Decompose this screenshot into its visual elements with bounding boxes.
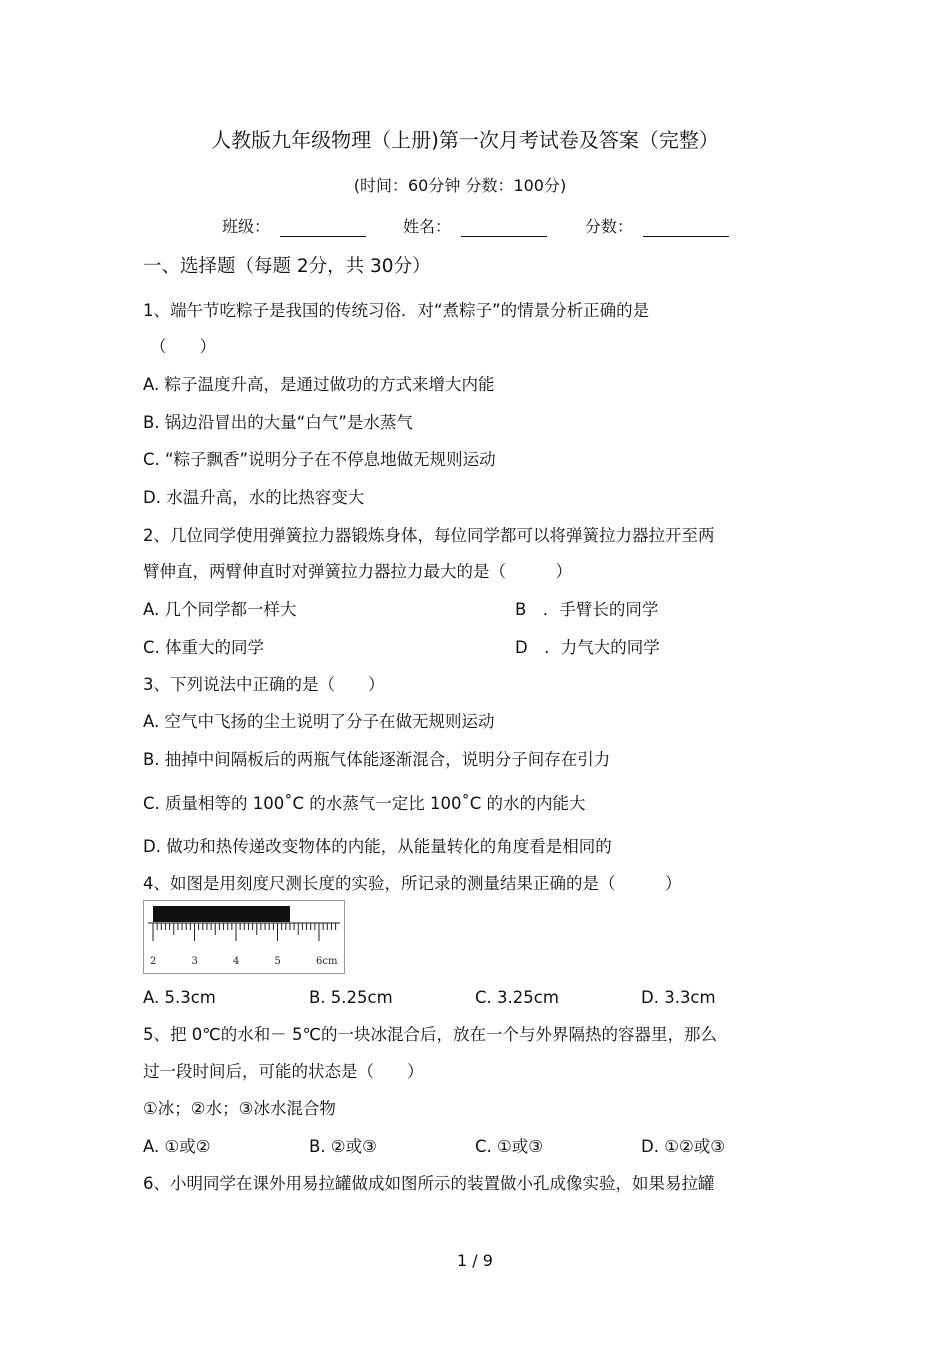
q2-option-c: C. 体重大的同学 xyxy=(143,638,265,657)
q6-stem: 6、小明同学在课外用易拉罐做成如图所示的装置做小孔成像实验，如果易拉罐 xyxy=(143,1174,715,1193)
ruler-label: 4 xyxy=(233,956,240,967)
ruler-scale-labels xyxy=(150,956,338,967)
name-label: 姓名： xyxy=(403,217,452,236)
name-blank xyxy=(461,220,547,237)
q5-stem-line1: 5、把 0℃的水和－ 5℃的一块冰混合后，放在一个与外界隔热的容器里，那么 xyxy=(143,1025,718,1044)
q1-option-b: B. 锅边沿冒出的大量“白气”是水蒸气 xyxy=(143,413,413,432)
q3-option-d: D. 做功和热传递改变物体的内能，从能量转化的角度看是相同的 xyxy=(143,837,612,856)
score-blank xyxy=(643,220,729,237)
class-blank xyxy=(280,220,366,237)
q5-option-c: C. ①或③ xyxy=(475,1137,544,1156)
q5-option-d: D. ①②或③ xyxy=(641,1137,726,1156)
class-field xyxy=(222,214,366,237)
q3-stem: 3、下列说法中正确的是（ ） xyxy=(143,675,385,694)
q1-option-a: A. 粽子温度升高，是通过做功的方式来增大内能 xyxy=(143,375,495,394)
q4-option-d: D. 3.3cm xyxy=(641,988,716,1007)
q4-option-a: A. 5.3cm xyxy=(143,988,216,1007)
q3-option-a: A. 空气中飞扬的尘土说明了分子在做无规则运动 xyxy=(143,712,495,731)
q3-option-b: B. 抽掉中间隔板后的两瓶气体能逐渐混合，说明分子间存在引力 xyxy=(143,750,611,769)
section-heading: 一、选择题（每题 2分，共 30分） xyxy=(143,256,431,277)
ruler-label: 6cm xyxy=(316,956,338,967)
q2-stem-line1: 2、几位同学使用弹簧拉力器锻炼身体，每位同学都可以将弹簧拉力器拉开至两 xyxy=(143,526,715,545)
q1-stem: 1、端午节吃粽子是我国的传统习俗．对“煮粽子”的情景分析正确的是 xyxy=(143,301,650,320)
ruler-figure xyxy=(143,900,345,974)
ruler-label: 5 xyxy=(274,956,281,967)
q4-option-c: C. 3.25cm xyxy=(475,988,559,1007)
q4-option-b: B. 5.25cm xyxy=(309,988,393,1007)
q5-option-b: B. ②或③ xyxy=(309,1137,377,1156)
score-label: 分数： xyxy=(585,217,634,236)
q2-option-d: D ．力气大的同学 xyxy=(515,638,660,657)
measured-object xyxy=(153,906,290,922)
ruler-svg xyxy=(144,901,344,973)
q1-paren: （ ） xyxy=(150,337,216,356)
exam-time-score: (时间：60分钟 分数：100分) xyxy=(353,176,567,195)
q5-note: ①冰；②水；③冰水混合物 xyxy=(143,1099,336,1118)
q5-option-a: A. ①或② xyxy=(143,1137,211,1156)
q1-option-c: C. “粽子飘香”说明分子在不停息地做无规则运动 xyxy=(143,450,496,469)
q4-stem: 4、如图是用刻度尺测长度的实验，所记录的测量结果正确的是（ ） xyxy=(143,874,682,893)
score-field xyxy=(585,214,729,237)
page-title: 人教版九年级物理（上册)第一次月考试卷及答案（完整） xyxy=(211,128,719,152)
q2-option-a: A. 几个同学都一样大 xyxy=(143,600,297,619)
q3-option-c: C. 质量相等的 100˚C 的水蒸气一定比 100˚C 的水的内能大 xyxy=(143,794,586,813)
page-number: 1 / 9 xyxy=(457,1251,493,1270)
ruler-ticks xyxy=(153,923,336,941)
q1-option-d: D. 水温升高，水的比热容变大 xyxy=(143,488,365,507)
ruler-label: 3 xyxy=(191,956,198,967)
q2-stem-line2: 臂伸直，两臂伸直时对弹簧拉力器拉力最大的是（ ） xyxy=(143,562,572,581)
name-field xyxy=(403,214,547,237)
q2-option-b: B ．手臂长的同学 xyxy=(515,600,659,619)
class-label: 班级： xyxy=(222,217,271,236)
q5-stem-line2: 过一段时间后，可能的状态是（ ） xyxy=(143,1062,424,1081)
ruler-label: 2 xyxy=(150,956,157,967)
